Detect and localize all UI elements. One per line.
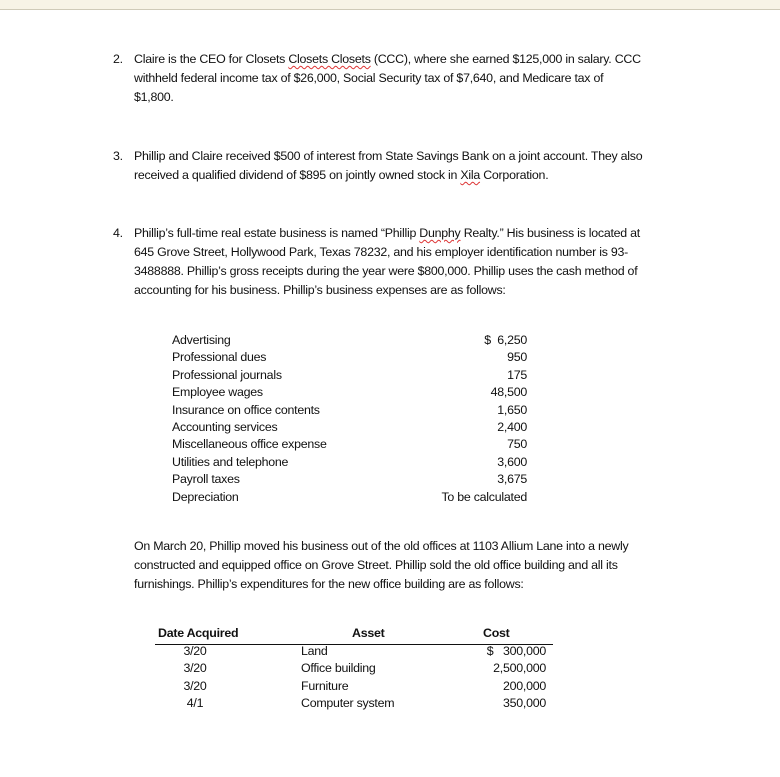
item-number: 4. — [113, 226, 123, 240]
cost-cell: $ 300,000 — [486, 644, 546, 658]
expense-label: Accounting services — [172, 420, 278, 434]
spellcheck-word[interactable]: Dunphy — [419, 226, 461, 240]
asset-cell: Computer system — [301, 696, 395, 710]
item-2-line-1: Claire is the CEO for Closets Closets Closets (CCC), where she earned $125,000 in salary. CCC — [134, 52, 641, 66]
expense-value: 175 — [507, 367, 527, 382]
expense-label: Utilities and telephone — [172, 454, 289, 469]
item-2-line-2: withheld federal income tax of $26,000, Social Security tax of $7,640, and Medicare tax of — [134, 71, 604, 85]
expense-value: $ 6,250 — [484, 333, 527, 347]
asset-cell: Land — [301, 644, 328, 658]
item-4-line-3: 3488888. Phillip’s gross receipts during the year were $800,000. Phillip uses the cash method of — [134, 264, 638, 278]
item-3-line-2: received a qualified dividend of $895 on jointly owned stock in Xila Corporation. — [134, 168, 549, 182]
date-cell: 3/20 — [183, 644, 207, 658]
cost-cell: 350,000 — [502, 696, 546, 710]
item-4-line-4: accounting for his business. Phillip’s business expenses are as follows: — [134, 283, 506, 297]
spellcheck-word[interactable]: Xila — [460, 168, 481, 182]
date-cell: 4/1 — [186, 696, 204, 710]
expense-value: 750 — [507, 437, 527, 452]
header-asset: Asset — [352, 626, 385, 640]
expense-value: 950 — [507, 350, 527, 365]
date-cell: 3/20 — [183, 679, 207, 693]
item-number: 3. — [113, 149, 123, 163]
cost-cell: 200,000 — [502, 679, 546, 693]
item-4-line-1: Phillip’s full-time real estate business is named “Phillip Dunphy Realty.” His business is located at — [134, 226, 640, 240]
expense-label: Advertising — [172, 333, 231, 347]
asset-cell: Furniture — [301, 679, 349, 693]
expense-label: Depreciation — [172, 489, 239, 504]
expense-label: Employee wages — [172, 385, 263, 400]
expense-value: 3,675 — [497, 472, 527, 487]
top-bar — [0, 0, 780, 10]
expense-value: 3,600 — [497, 454, 527, 469]
expense-value: 2,400 — [497, 420, 527, 434]
expense-value: 1,650 — [497, 402, 527, 417]
item-3-line-1: Phillip and Claire received $500 of interest from State Savings Bank on a joint account. They also — [134, 149, 643, 163]
header-cost: Cost — [483, 626, 510, 640]
expense-label: Professional journals — [172, 367, 282, 382]
expense-value: To be calculated — [441, 489, 527, 504]
item-4-line-2: 645 Grove Street, Hollywood Park, Texas 78232, and his employer identification number is 93- — [134, 245, 629, 259]
expense-label: Insurance on office contents — [172, 402, 320, 417]
move-line-1: On March 20, Phillip moved his business out of the old offices at 1103 Allium Lane into a newly — [134, 539, 629, 553]
move-line-2: constructed and equipped office on Grove Street. Phillip sold the old office building and all its — [134, 558, 618, 572]
header-date-acquired: Date Acquired — [158, 626, 239, 640]
expense-value: 48,500 — [490, 385, 527, 400]
item-2-line-3: $1,800. — [134, 90, 174, 104]
item-number: 2. — [113, 52, 123, 66]
expense-label: Professional dues — [172, 350, 267, 365]
asset-cell: Office building — [301, 661, 376, 675]
date-cell: 3/20 — [183, 661, 207, 675]
expense-label: Payroll taxes — [172, 472, 240, 487]
cost-cell: 2,500,000 — [493, 661, 546, 675]
spellcheck-word[interactable]: Closets Closets — [288, 52, 371, 66]
expense-label: Miscellaneous office expense — [172, 437, 327, 452]
move-line-3: furnishings. Phillip’s expenditures for the new office building are as follows: — [134, 577, 524, 591]
